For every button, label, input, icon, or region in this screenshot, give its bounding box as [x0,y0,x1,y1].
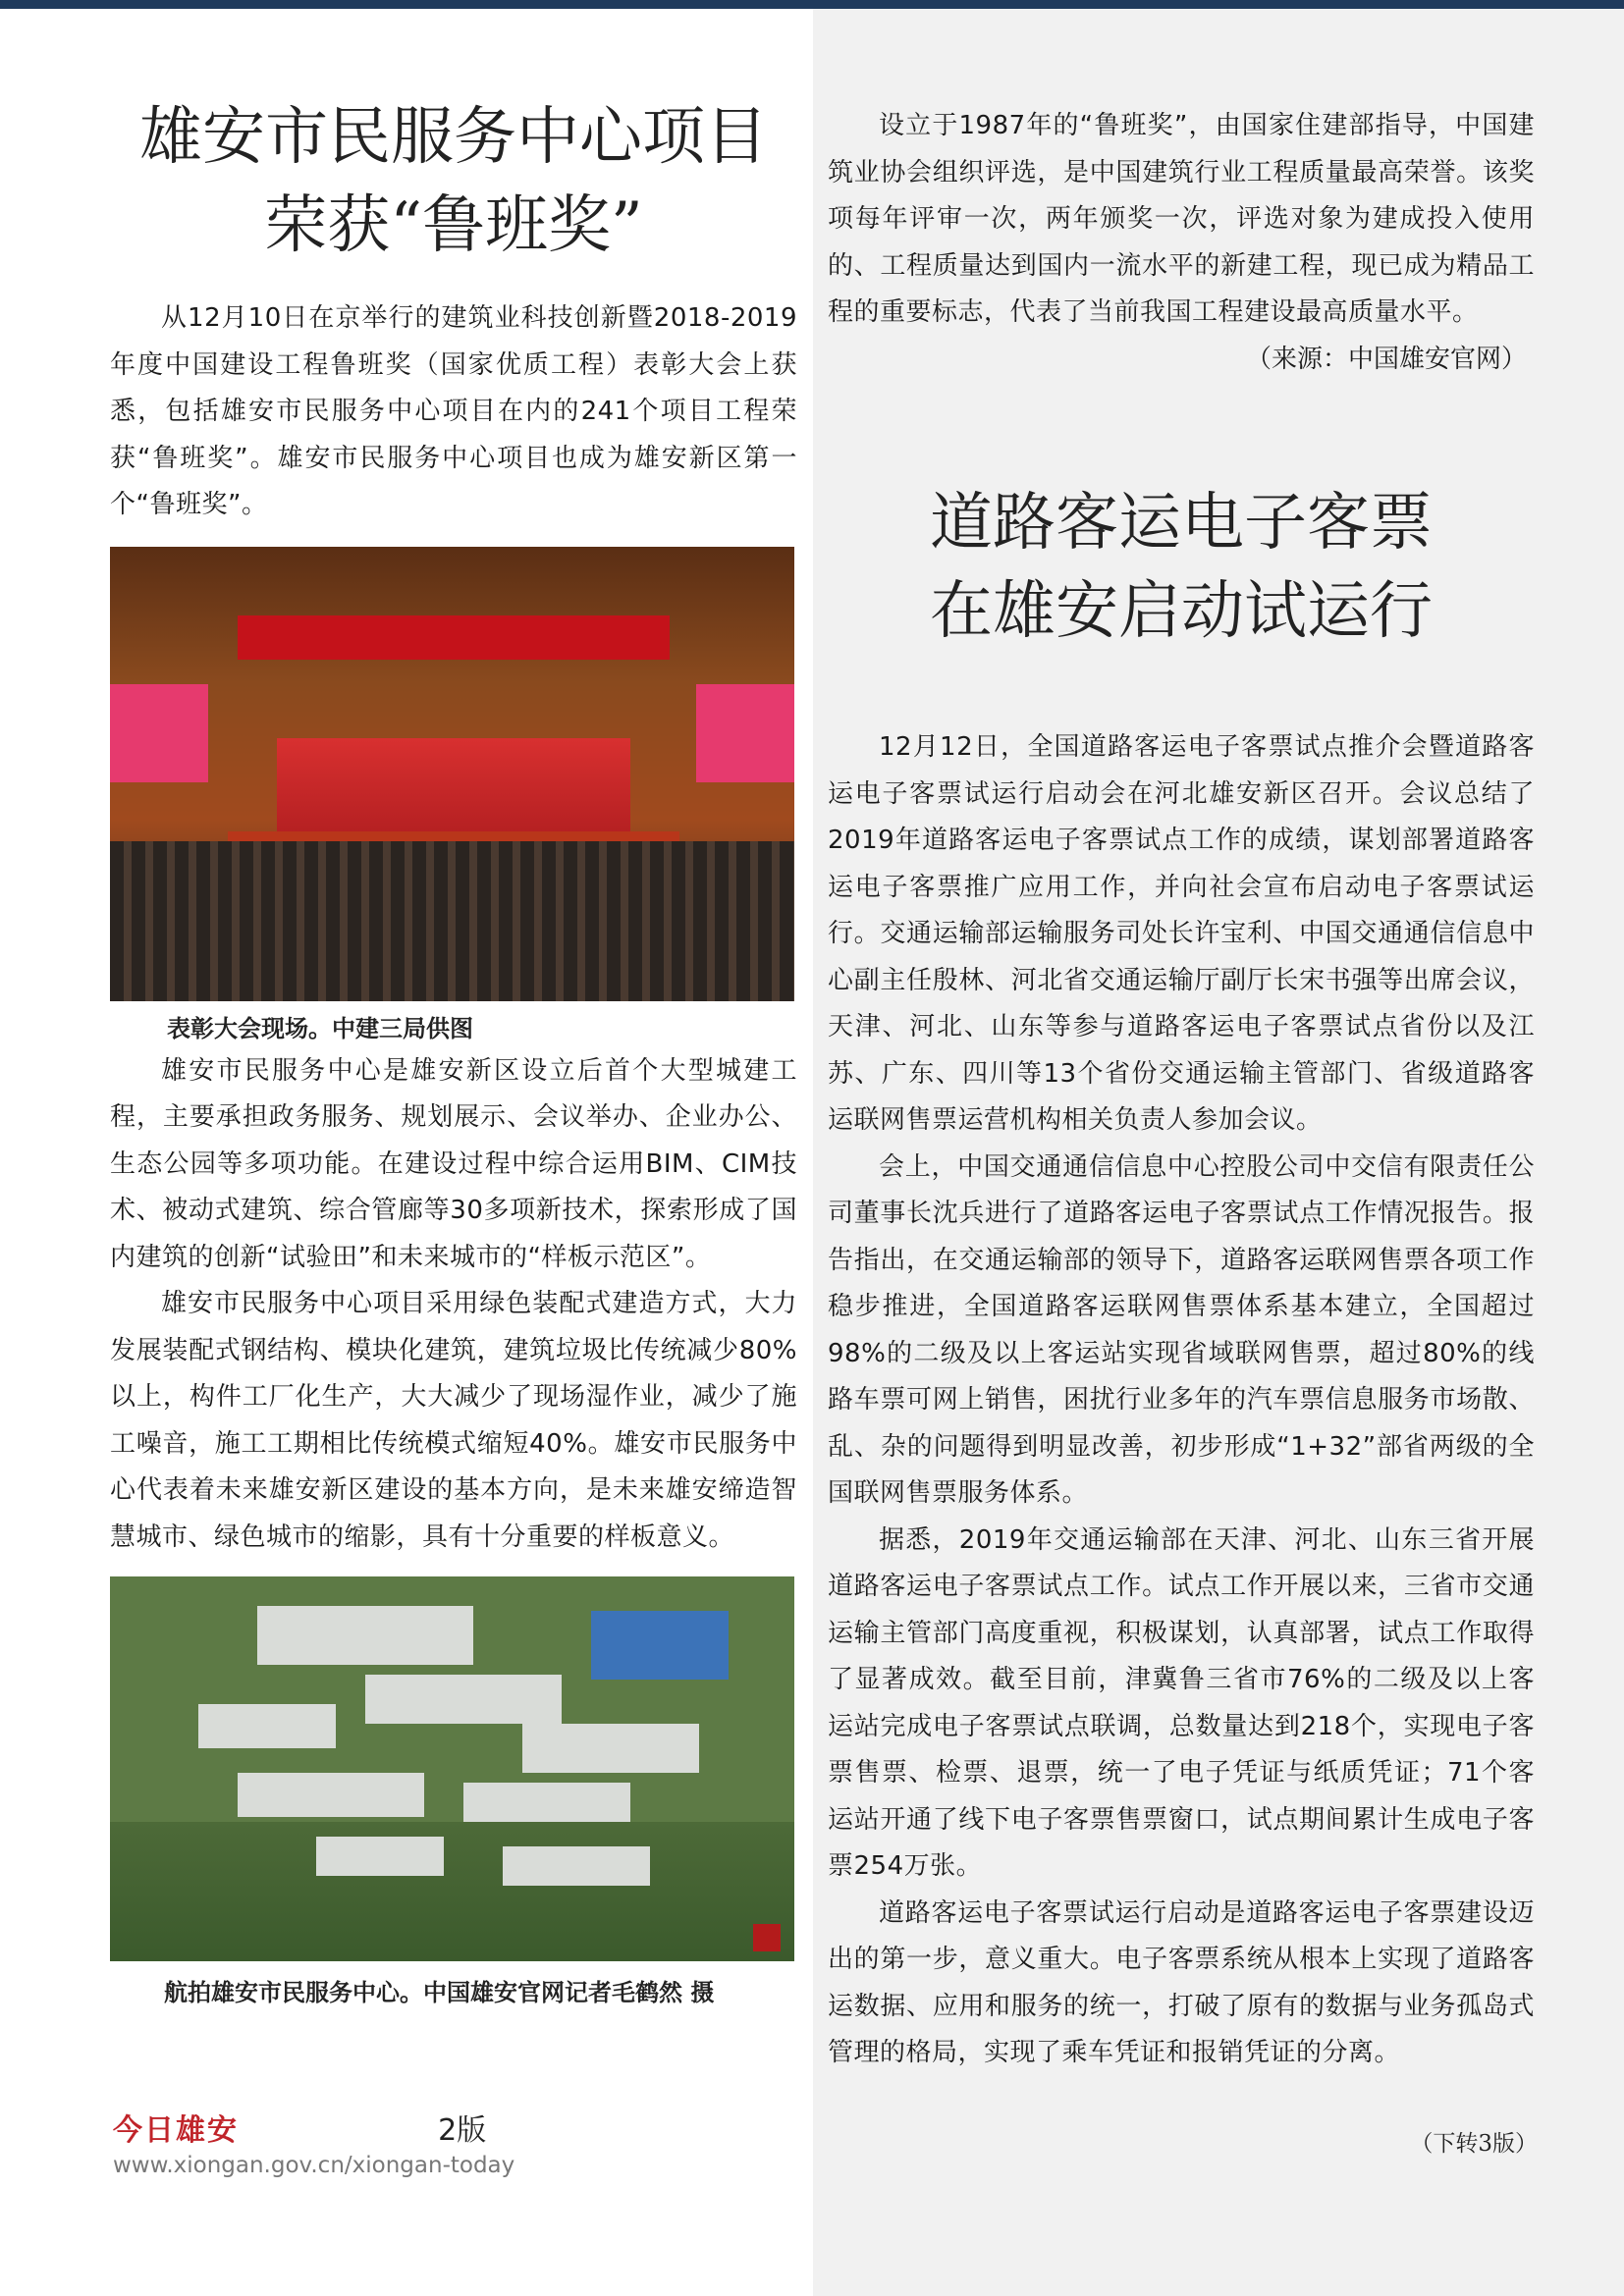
article2-paragraph-3: 据悉，2019年交通运输部在天津、河北、山东三省开展道路客运电子客票试点工作。试点工作开展以来，三省市交通运输主管部门高度重视，积极谋划，认真部署，试点工作取得了显著成效。截至目前，津冀鲁三省市76%的二级及以上客运站完成电子客票试点联调，总数量达到218个，实现电子客票售票、检票、退票，统一了电子凭证与纸质凭证；71个客运站开通了线下电子客票售票窗口，试点期间累计生成电子客票254万张。 [828,1524,1535,1881]
article1-paragraph-1: 从12月10日在京举行的建筑业科技创新暨2018-2019年度中国建设工程鲁班奖（国家优质工程）表彰大会上获悉，包括雄安市民服务中心项目在内的241个项目工程荣获“鲁班奖”。雄安市民服务中心项目也成为雄安新区第一个“鲁班奖”。 [110,303,797,519]
footer-url[interactable]: www.xiongan.gov.cn/xiongan-today [113,2153,515,2178]
article1-title [110,93,797,270]
watermark-seal [753,1924,781,1951]
building [238,1773,424,1817]
article1-paragraph-3: 雄安市民服务中心项目采用绿色装配式建造方式，大力发展装配式钢结构、模块化建筑，建筑垃圾比传统减少80%以上，构件工厂化生产，大大减少了现场湿作业，减少了施工噪音，施工工期相比传统模式缩短40%。雄安市民服务中心代表着未来雄安新区建设的基本方向，是未来雄安缔造智慧城市、绿色城市的缩影，具有十分重要的样板意义。 [110,1289,797,1552]
edition-number: 2版 [438,2113,487,2148]
article1-title-line1: 雄安市民服务中心项目 [139,101,768,174]
photo2-caption: 航拍雄安市民服务中心。中国雄安官网记者毛鹤然 摄 [164,1978,715,2006]
right-screen [696,684,794,782]
brand-logo: 今日雄安 [113,2113,239,2148]
building [316,1837,444,1876]
building [503,1846,650,1886]
article2-paragraph-2: 会上，中国交通通信信息中心控股公司中交信有限责任公司董事长沈兵进行了道路客运电子客票试点工作情况报告。报告指出，在交通运输部的领导下，道路客运联网售票各项工作稳步推进，全国道路客运联网售票体系基本建立，全国超过98%的二级及以上客运站实现省域联网售票，超过80%的线路车票可网上销售，困扰行业多年的汽车票信息服务市场散、乱、杂的问题得到明显改善，初步形成“1+32”部省两级的全国联网售票服务体系。 [828,1151,1535,1508]
building [365,1675,562,1724]
article2-paragraph-1: 12月12日，全国道路客运电子客票试点推介会暨道路客运电子客票试运行启动会在河北雄安新区召开。会议总结了2019年道路客运电子客票试点工作的成绩，谋划部署道路客运电子客票推广应用工作，并向社会宣布启动电子客票试运行。交通运输部运输服务司处长许宝利、中国交通通信信息中心副主任殷林、河北省交通运输厅副厅长宋书强等出席会议，天津、河北、山东等参与道路客运电子客票试点省份以及江苏、广东、四川等13个省份交通运输主管部门、省级道路客运联网售票运营机构相关负责人参加会议。 [828,732,1535,1135]
ceremony-photo [110,547,794,1001]
left-column [110,93,797,2012]
article1-paragraph-2: 雄安市民服务中心是雄安新区设立后首个大型城建工程，主要承担政务服务、规划展示、会议举办、企业办公、生态公园等多项功能。在建设过程中综合运用BIM、CIM技术、被动式建筑、综合管廊等30多项新技术，探索形成了国内建筑的创新“试验田”和未来城市的“样板示范区”。 [110,1055,797,1272]
article2-title [828,479,1535,656]
article2-paragraph-4: 道路客运电子客票试运行启动是道路客运电子客票建设迈出的第一步，意义重大。电子客票系统从根本上实现了道路客运数据、应用和服务的统一，打破了原有的数据与业务孤岛式管理的格局，实现了乘车凭证和报销凭证的分离。 [828,1897,1535,2067]
aerial-photo [110,1576,794,1961]
photo1-caption: 表彰大会现场。中建三局供图 [167,1013,473,1042]
building [522,1724,699,1773]
article1-paragraph-4: 设立于1987年的“鲁班奖”，由国家住建部指导，中国建筑业协会组织评选，是中国建筑行业工程质量最高荣誉。该奖项每年评审一次，两年颁奖一次，评选对象为建成投入使用的、工程质量达到国内一流水平的新建工程，现已成为精品工程的重要标志，代表了当前我国工程建设最高质量水平。 [828,111,1535,327]
blue-roof-building [591,1611,729,1680]
stage-banner [238,615,670,660]
building [463,1783,630,1827]
article1-source: （来源：中国雄安官网） [1245,344,1527,374]
building [257,1606,473,1665]
continued-note: （下转3版） [1410,2131,1538,2157]
audience [110,841,794,1001]
trees [110,1822,794,1961]
article2-title-line2: 在雄安启动试运行 [930,575,1433,648]
article2-title-line1: 道路客运电子客票 [930,487,1433,560]
article1-title-line2: 荣获“鲁班奖” [264,189,643,262]
building [198,1704,336,1748]
top-bar [0,0,1624,9]
footer [113,2106,604,2178]
left-screen [110,684,208,782]
right-column [828,103,1535,2077]
stage-backdrop [277,738,630,846]
